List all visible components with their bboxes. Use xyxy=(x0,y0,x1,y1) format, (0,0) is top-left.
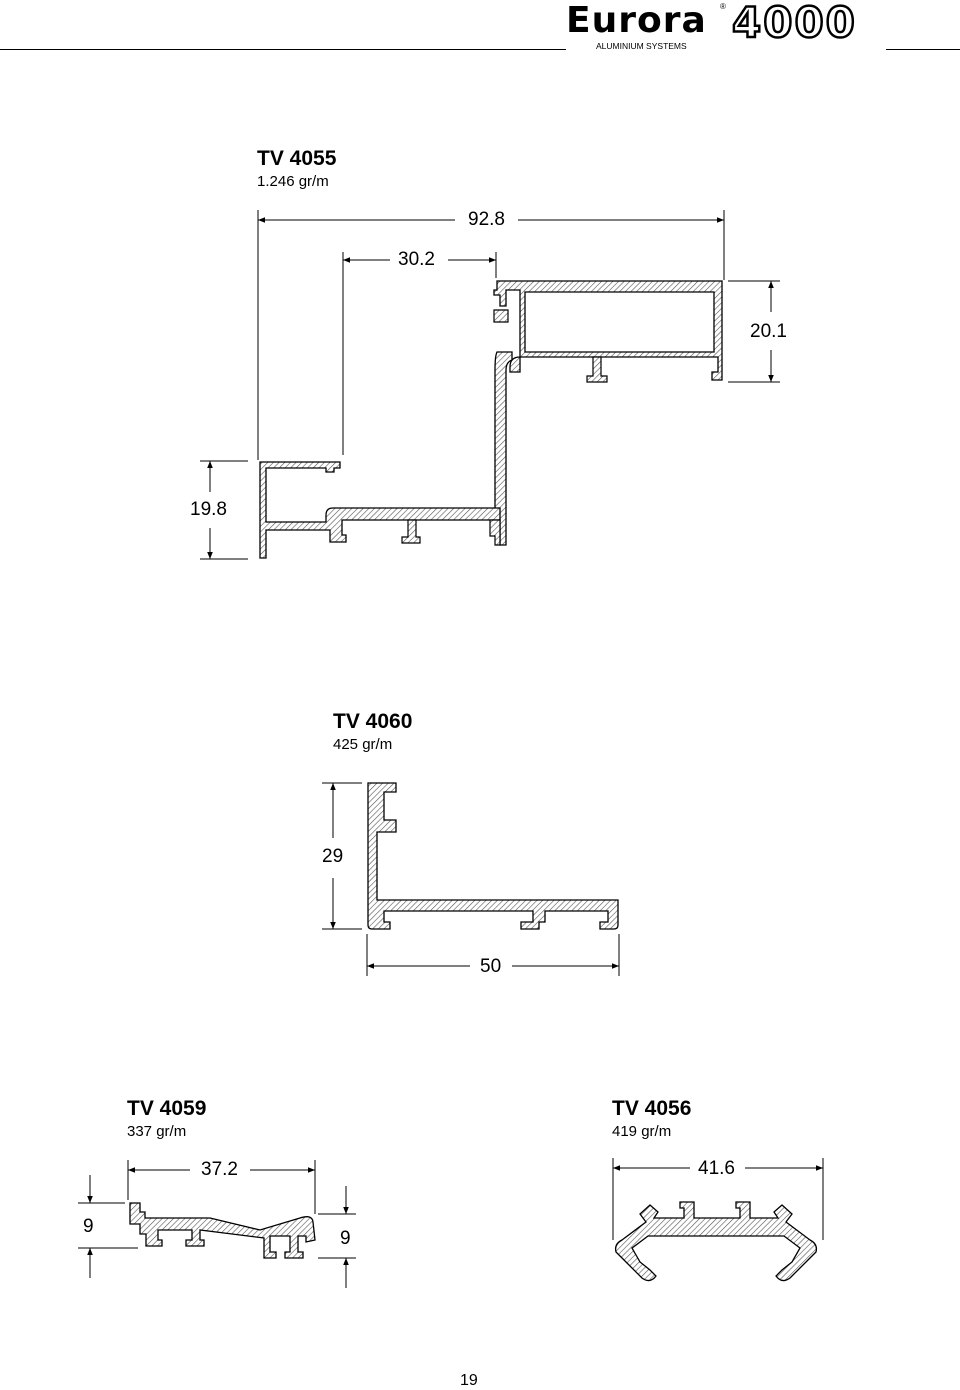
tv4055-base xyxy=(260,462,500,558)
logo-number: 4000 xyxy=(732,0,857,47)
tv4056-title: TV 4056 xyxy=(612,1097,692,1120)
tv4055-dim-left-height: 19.8 xyxy=(190,499,227,520)
tv4055-profile xyxy=(200,210,780,559)
tv4060-dim-width: 50 xyxy=(480,956,502,977)
logo-wordmark: Eurora xyxy=(566,0,707,41)
tv4055-dim-total-width: 92.8 xyxy=(468,209,505,230)
tv4055-title: TV 4055 xyxy=(257,147,337,170)
tv4059-dim-left-height: 9 xyxy=(83,1216,94,1237)
tv4056-weight: 419 gr/m xyxy=(612,1123,672,1140)
tv4055-weight: 1.246 gr/m xyxy=(257,173,329,190)
tv4060-weight: 425 gr/m xyxy=(333,736,393,753)
tv4059-dim-width: 37.2 xyxy=(201,1159,238,1180)
tv4060-section xyxy=(368,783,618,929)
tv4059-dim-right-height: 9 xyxy=(340,1228,351,1249)
tv4055-dim-right-height: 20.1 xyxy=(750,321,787,342)
tv4059-weight: 337 gr/m xyxy=(127,1123,187,1140)
tv4059-title: TV 4059 xyxy=(127,1097,207,1120)
tv4060-profile xyxy=(322,783,619,976)
tv4055-leg-1 xyxy=(587,357,607,382)
tv4055-upper-box xyxy=(494,281,722,380)
tv4055-leg-2 xyxy=(402,520,420,543)
logo-subtitle: ALUMINIUM SYSTEMS xyxy=(596,41,687,51)
tv4056-section xyxy=(616,1202,817,1281)
tv4055-dim-top-width: 30.2 xyxy=(398,249,435,270)
tv4055-hook xyxy=(494,310,508,322)
tv4060-dim-height: 29 xyxy=(322,846,344,867)
tv4059-section xyxy=(130,1203,315,1258)
registered-mark: ® xyxy=(720,2,726,11)
tv4055-leg-3 xyxy=(490,520,500,545)
page-number: 19 xyxy=(460,1372,478,1389)
tv4056-dim-width: 41.6 xyxy=(698,1158,735,1179)
tv4060-title: TV 4060 xyxy=(333,710,413,733)
